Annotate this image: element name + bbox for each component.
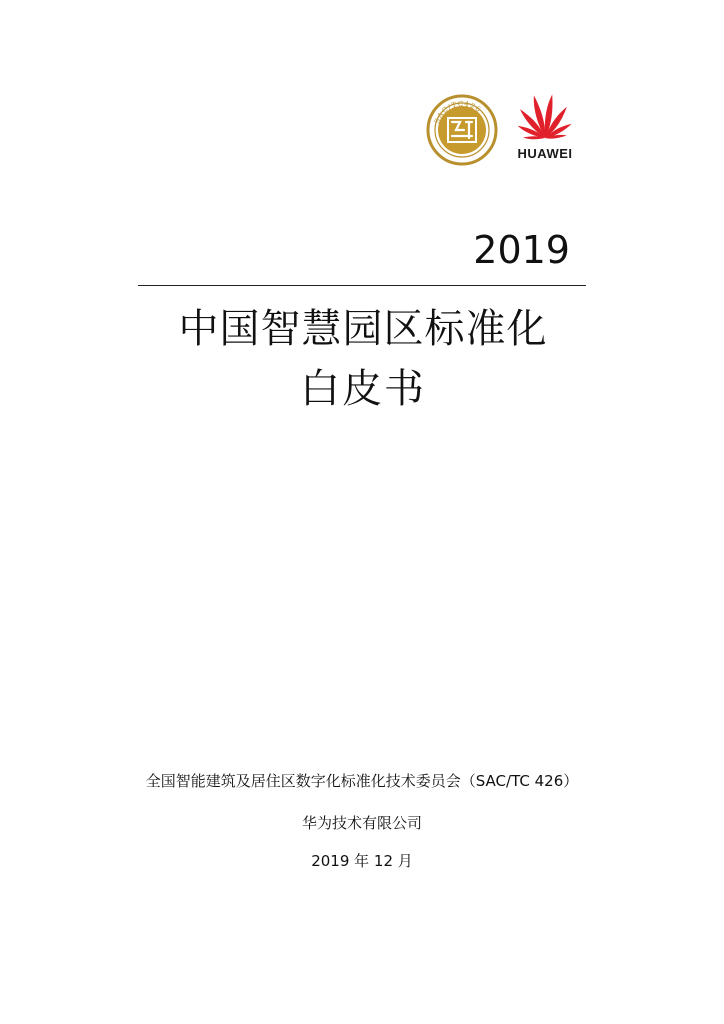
huawei-petals-icon [508, 92, 582, 142]
company-name: 华为技术有限公司 [301, 814, 422, 832]
seal-arc-text: SAC/TC426 [433, 99, 483, 125]
cover-title: 中国智慧园区标准化 [178, 306, 548, 352]
title-divider [138, 285, 586, 286]
huawei-logo [504, 92, 586, 172]
seal-icon [426, 92, 498, 168]
huawei-wordmark: HUAWEI [517, 146, 573, 161]
cover-year: 2019 [473, 228, 570, 272]
cover-subtitle: 白皮书 [300, 366, 426, 412]
committee-name: 全国智能建筑及居住区数字化标准化技术委员会（SAC/TC 426） [145, 772, 579, 790]
sac-tc426-seal-logo [426, 92, 498, 168]
publication-date: 2019 年 12 月 [311, 852, 413, 870]
